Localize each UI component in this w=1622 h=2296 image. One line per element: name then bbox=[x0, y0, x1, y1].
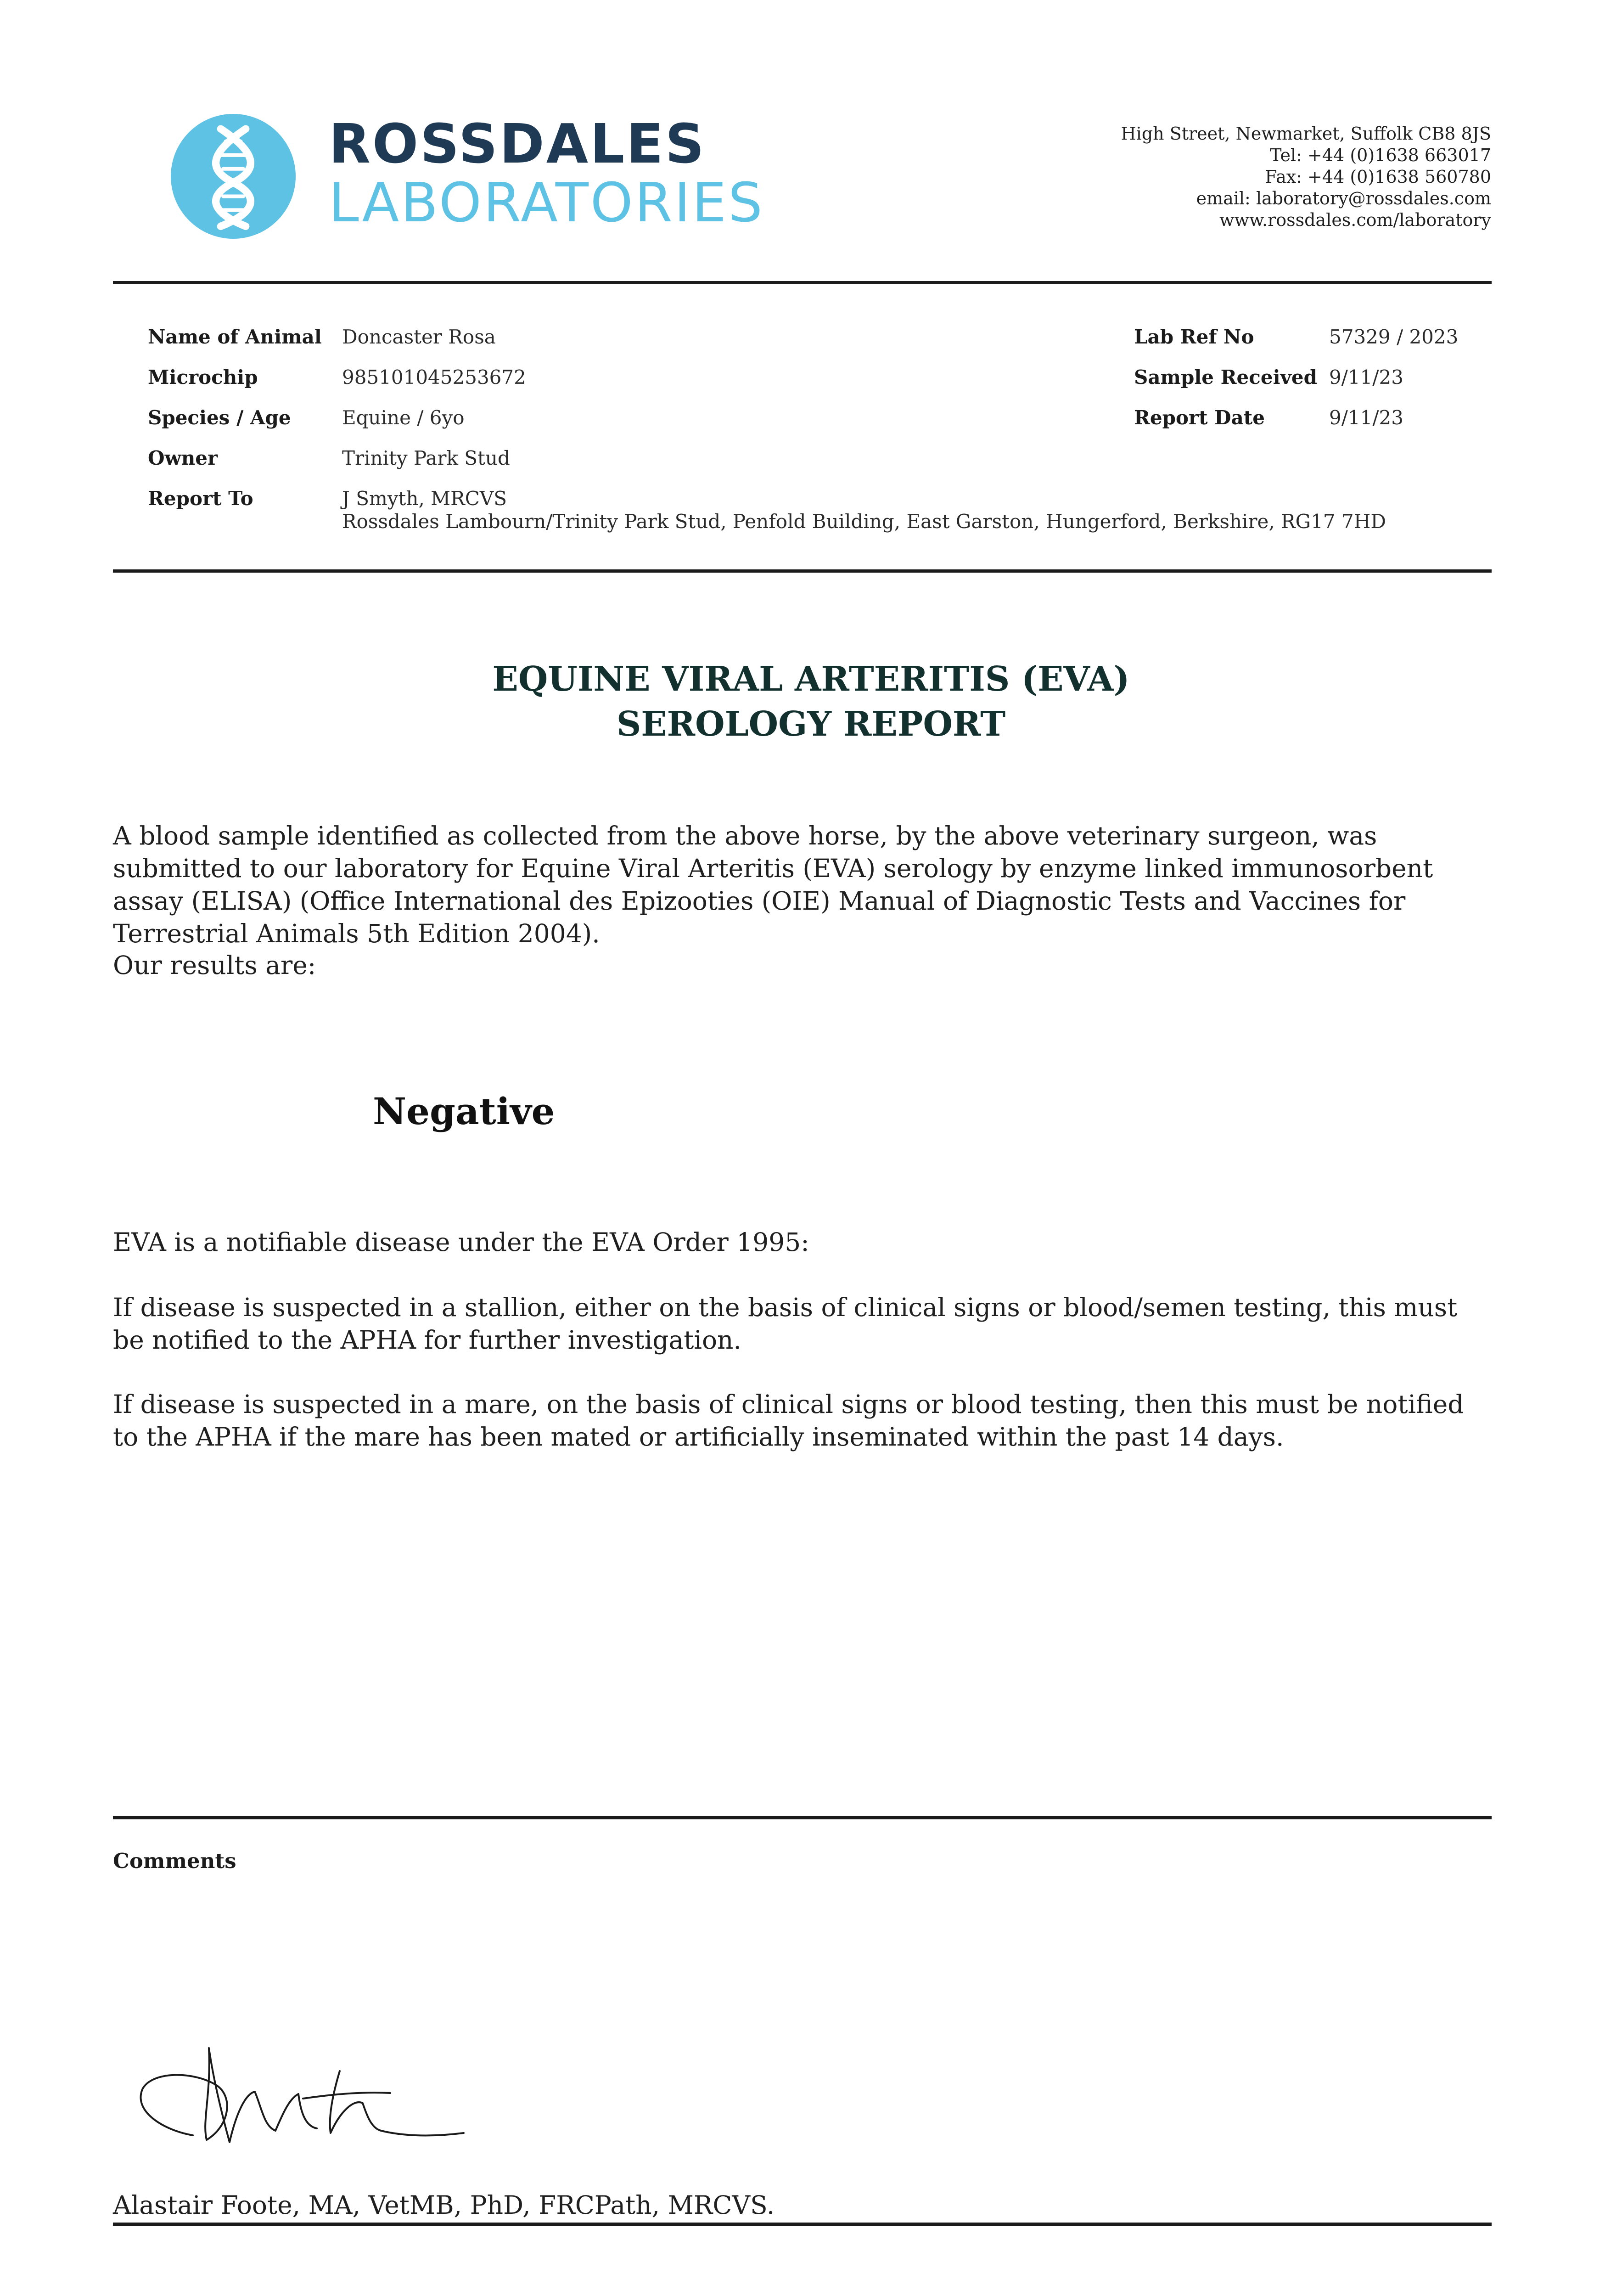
signatory-name: Alastair Foote, MA, VetMB, PhD, FRCPath, MRCVS. bbox=[113, 2190, 775, 2220]
comments-label: Comments bbox=[113, 1849, 236, 1873]
contact-website: www.rossdales.com/laboratory bbox=[1219, 210, 1491, 230]
header-divider bbox=[113, 281, 1492, 284]
contact-email: email: laboratory@rossdales.com bbox=[1196, 188, 1491, 208]
species-age-label: Species / Age bbox=[148, 406, 291, 429]
name-value: Doncaster Rosa bbox=[342, 326, 496, 348]
notifiable-statement: EVA is a notifiable disease under the EVA Order 1995: bbox=[113, 1227, 809, 1257]
brand-name-secondary: LABORATORIES bbox=[329, 171, 764, 234]
footer-divider bbox=[113, 2223, 1492, 2226]
signature bbox=[124, 2039, 473, 2158]
lab-ref-label: Lab Ref No bbox=[1134, 326, 1254, 348]
species-age-value: Equine / 6yo bbox=[342, 406, 465, 429]
microchip-label: Microchip bbox=[148, 366, 258, 388]
brand-name-primary: ROSSDALES bbox=[329, 112, 706, 175]
report-date-value: 9/11/23 bbox=[1329, 406, 1403, 429]
contact-tel: Tel: +44 (0)1638 663017 bbox=[1270, 145, 1491, 165]
results-intro: Our results are: bbox=[113, 951, 316, 980]
owner-label: Owner bbox=[148, 447, 218, 469]
mare-note: If disease is suspected in a mare, on the basis of clinical signs or blood testing, then this must be notified to the APHA if the mare has been mated or artificially inseminated within the past 14 days. bbox=[113, 1390, 1464, 1452]
stallion-note: If disease is suspected in a stallion, either on the basis of clinical signs or blood/semen testing, this must be notified to the APHA for further investigation. bbox=[113, 1293, 1458, 1355]
report-title: EQUINE VIRAL ARTERITIS (EVA) bbox=[492, 659, 1130, 699]
microchip-value: 985101045253672 bbox=[342, 366, 526, 388]
dna-helix-icon bbox=[171, 114, 296, 239]
contact-block bbox=[1032, 123, 1491, 231]
comments-divider bbox=[113, 1816, 1492, 1819]
intro-paragraph: A blood sample identified as collected from the above horse, by the above veterinary surgeon, was submitted to our laboratory for Equine Viral Arteritis (EVA) serology by enzyme linked immunosorbent assay (ELISA) (Office International des Epizooties (OIE) Manual of Diagnostic Tests and Vaccines for Terrestrial Animals 5th Edition 2004). bbox=[113, 821, 1433, 948]
report-to-label: Report To bbox=[148, 487, 253, 510]
contact-address: High Street, Newmarket, Suffolk CB8 8JS bbox=[1121, 124, 1491, 144]
report-subtitle: SEROLOGY REPORT bbox=[616, 704, 1006, 744]
name-label: Name of Animal bbox=[148, 326, 322, 348]
owner-value: Trinity Park Stud bbox=[342, 447, 510, 469]
sample-received-label: Sample Received bbox=[1134, 366, 1318, 388]
sample-received-value: 9/11/23 bbox=[1329, 366, 1403, 388]
report-to-vet: J Smyth, MRCVS bbox=[342, 487, 507, 510]
report-to-address: Rossdales Lambourn/Trinity Park Stud, Penfold Building, East Garston, Hungerford, Berkshire, RG17 7HD bbox=[342, 510, 1386, 533]
details-divider bbox=[113, 569, 1492, 573]
contact-fax: Fax: +44 (0)1638 560780 bbox=[1265, 167, 1491, 187]
lab-ref-value: 57329 / 2023 bbox=[1329, 326, 1459, 348]
report-date-label: Report Date bbox=[1134, 406, 1265, 429]
test-result: Negative bbox=[373, 1090, 555, 1133]
